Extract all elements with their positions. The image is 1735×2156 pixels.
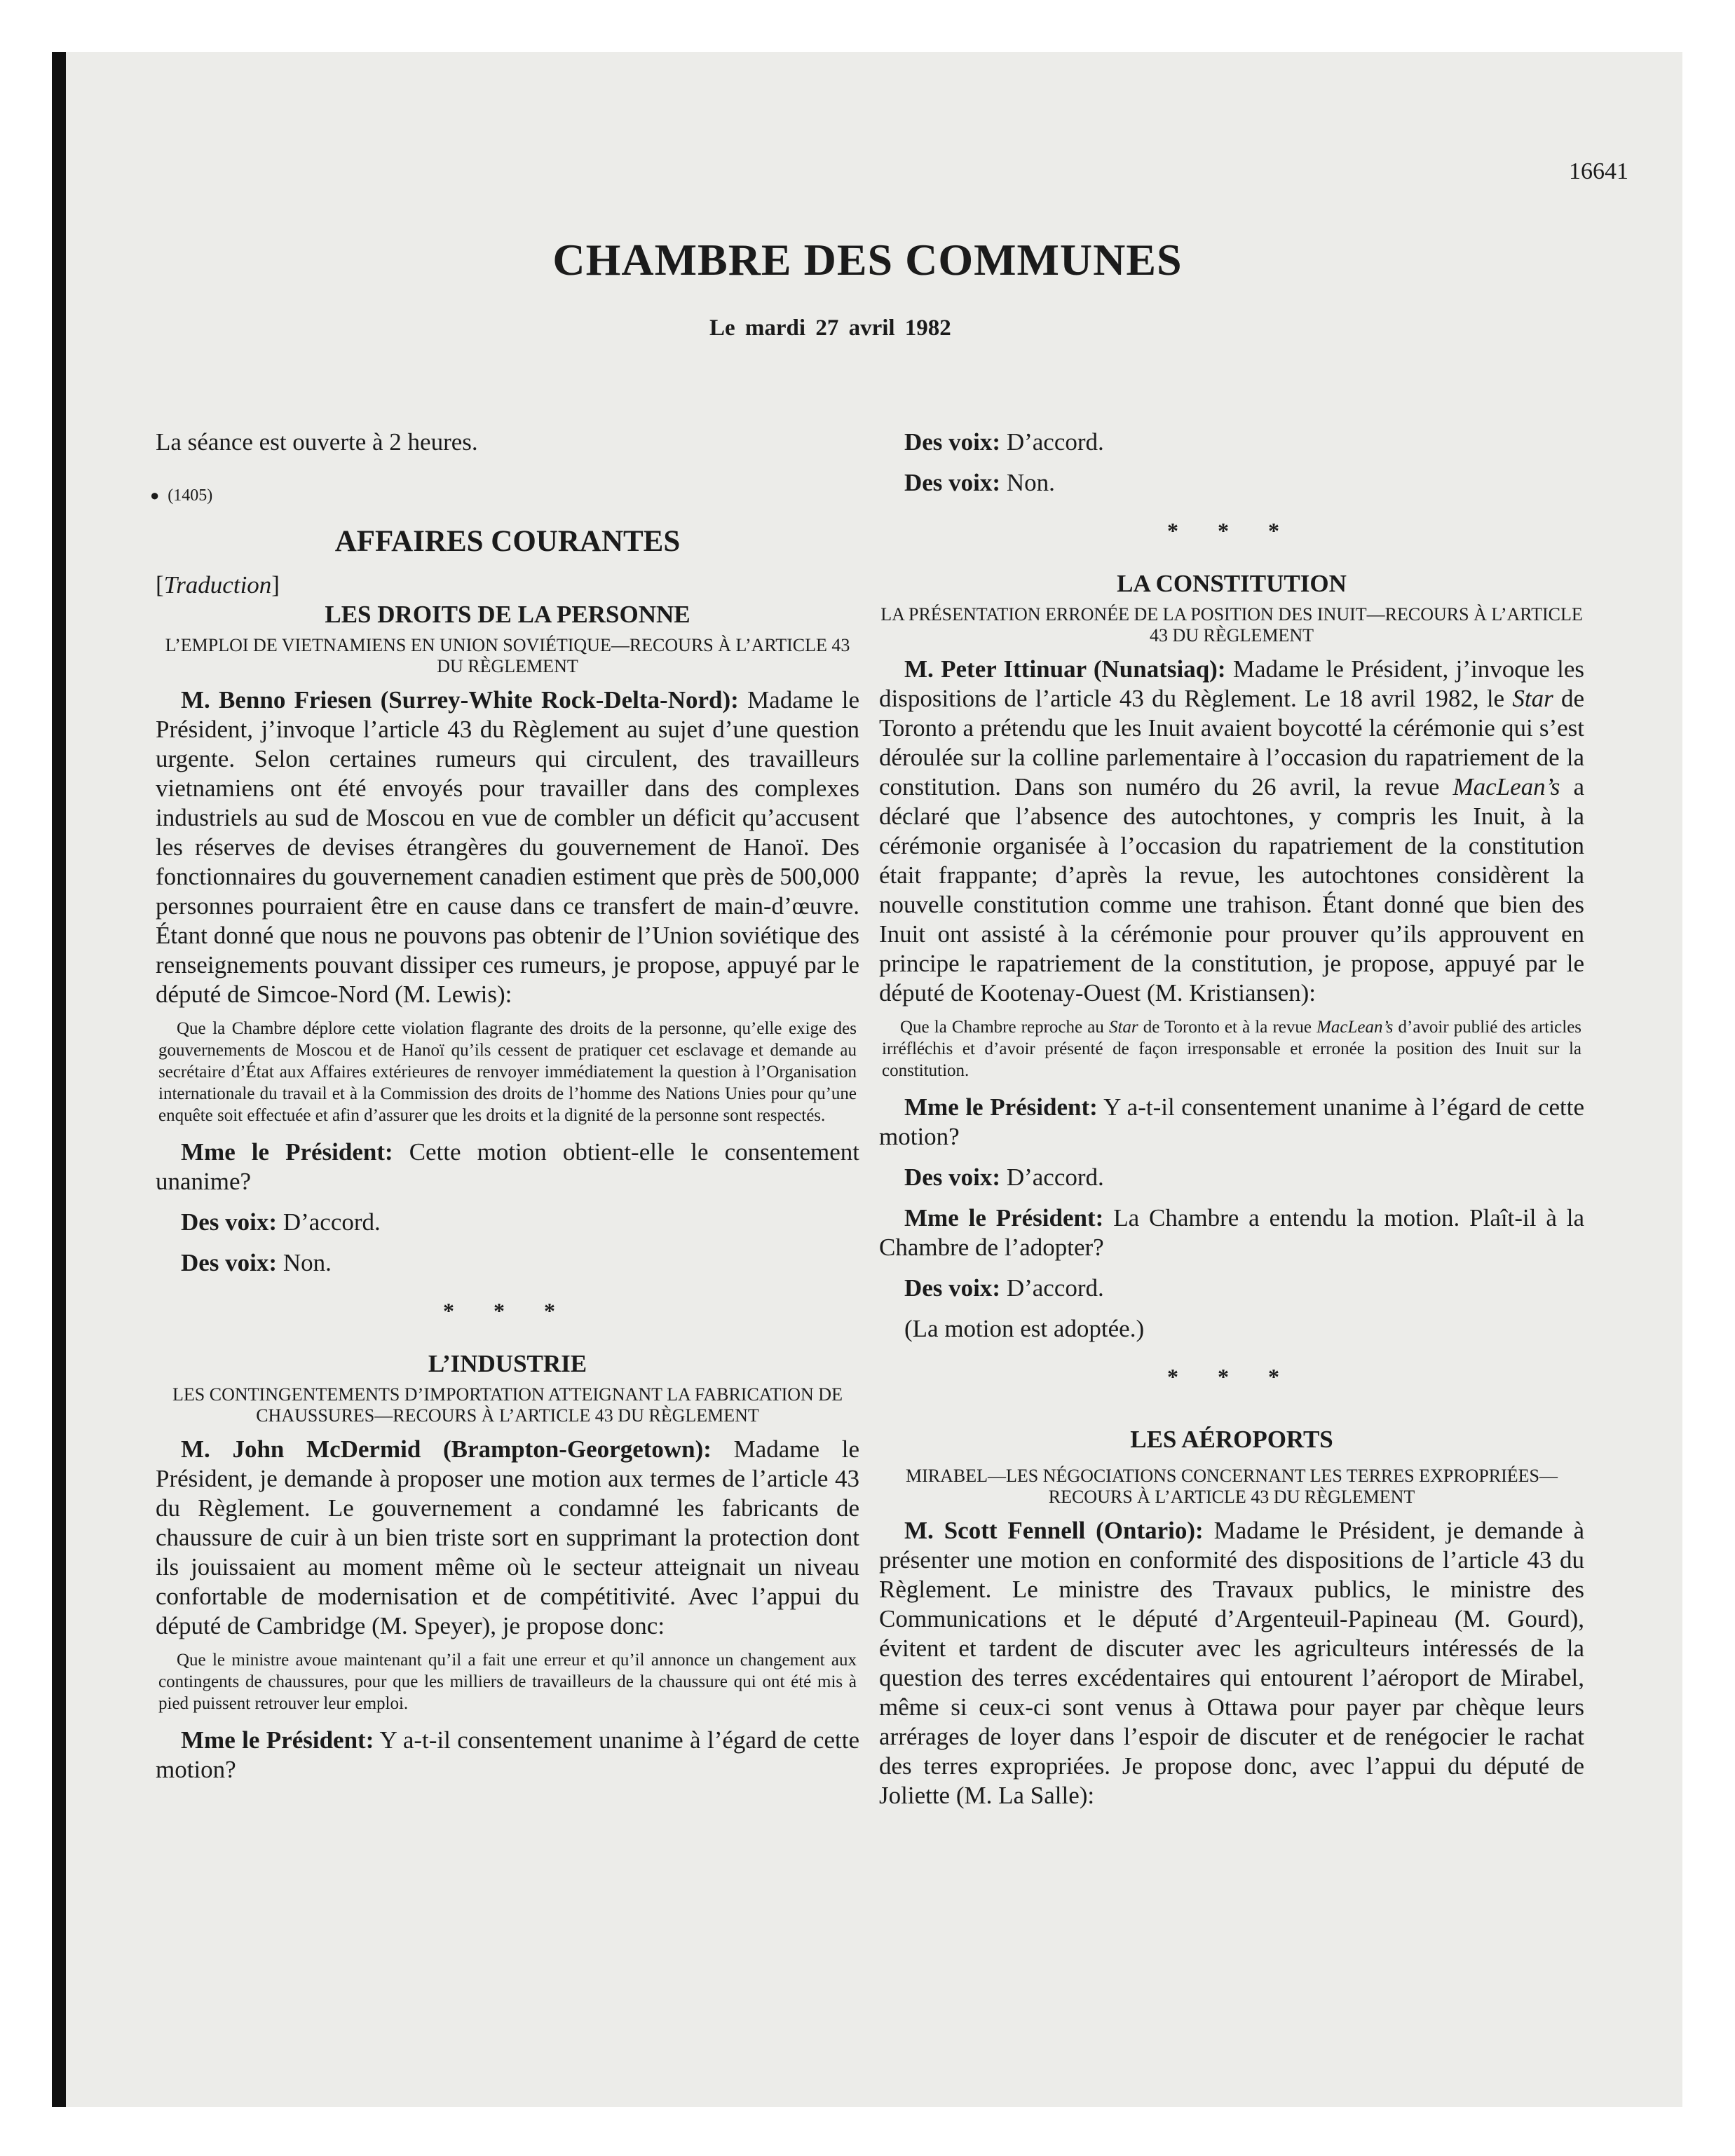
speaker-name: M. Benno Friesen (Surrey-White Rock-Delta-Nord): (181, 686, 739, 714)
president-question: Mme le Président: Y a-t-il consentement unanime à l’égard de cette motion? (156, 1726, 859, 1783)
motion-rights: Que la Chambre déplore cette violation flagrante des droits de la personne, qu’elle exige des gouvernements de Moscou et de Hanoï qu’ils cessent de pratiquer cet esclavage et demande au secrétaire d’État aux Affaires extérieures de renvoyer immédiatement la question à l’Organisation internationale du travail et à la Commission des droits de l’homme des Nations Unies pour qu’une enquête soit effectuée et afin d’assurer que les droits et la dignité de la personne sont respectés. (158, 1019, 857, 1125)
president-question: Mme le Président: Y a-t-il consentement unanime à l’égard de cette motion? (879, 1093, 1584, 1150)
bullet-icon: ● (150, 486, 160, 504)
topic-subheading-rights: L’EMPLOI DE VIETNAMIENS EN UNION SOVIÉTIQUE—RECOURS À L’ARTICLE 43 DU RÈGLEMENT (165, 635, 850, 676)
masthead (0, 234, 1735, 286)
voices-yes: Des voix: D’accord. (181, 1208, 381, 1236)
left-column (150, 428, 860, 1785)
section-separator: * * * (443, 1298, 572, 1323)
topic-subheading-industry: LES CONTINGENTEMENTS D’IMPORTATION ATTEIGNANT LA FABRICATION DE CHAUSSURES—RECOURS À L’ARTICLE 43 DU RÈGLEMENT (172, 1384, 843, 1426)
speech-mcdermid: M. John McDermid (Brampton-Georgetown): Madame le Président, je demande à proposer une motion aux termes de l’article 43 du Règlement. Le gouvernement a condamné les fabricants de chaussure de cuir à un bien triste sort en supprimant la protection dont ils jouissaient au moment même où le secteur atteignait un niveau confortable de modernisation et de compétitivité. Avec l’appui du député de Cambridge (M. Speyer), je propose donc: (156, 1435, 859, 1639)
time-mark: ● (1405) (150, 486, 213, 505)
translation-note: [Traduction] (156, 571, 280, 599)
topic-heading-rights: LES DROITS DE LA PERSONNE (325, 601, 690, 628)
topic-heading-airports: LES AÉROPORTS (1130, 1426, 1333, 1453)
section-heading: AFFAIRES COURANTES (334, 525, 681, 558)
topic-heading-constitution: LA CONSTITUTION (1117, 570, 1347, 597)
speech-fennell: M. Scott Fennell (Ontario): Madame le Président, je demande à présenter une motion en conformité des dispositions de l’article 43 du Règlement. Le ministre des Travaux publics, le ministre des Communications et le député d’Argenteuil-Papineau (M. Gourd), évitent et tardent de discuter avec les agriculteurs intéressés de la question des terres excédentaires qui entourent l’aéroport de Mirabel, même si ceux-ci sont venus à Ottawa pour payer par chèque leurs arrérages de loyer dans l’espoir de discuter et de renégocier le rachat des terres expropriées. Je propose donc, avec l’appui du député de Joliette (M. La Salle): (879, 1517, 1584, 1809)
speaker-name: M. John McDermid (Brampton-Georgetown): (181, 1435, 712, 1463)
motion-adopted: (La motion est adoptée.) (904, 1315, 1145, 1342)
topic-heading-industry: L’INDUSTRIE (428, 1350, 587, 1377)
section-separator: * * * (1167, 1364, 1296, 1389)
right-column (879, 428, 1584, 1810)
topic-subheading-airports: MIRABEL—LES NÉGOCIATIONS CONCERNANT LES TERRES EXPROPRIÉES—RECOURS À L’ARTICLE 43 DU RÈGLEMENT (905, 1466, 1558, 1507)
voices-yes: Des voix: D’accord. (904, 1164, 1104, 1191)
motion-constitution: Que la Chambre reproche au Star de Toronto et à la revue MacLean’s d’avoir publié des articles irréfléchis et d’avoir présenté de façon irresponsable et erronée la position des Inuit sur la constitution. (882, 1018, 1582, 1080)
speech-ittinuar: M. Peter Ittinuar (Nunatsiaq): Madame le Président, j’invoque les dispositions de l’article 43 du Règlement. Le 18 avril 1982, le Star de Toronto a prétendu que les Inuit avaient boycotté la cérémonie qui s’est déroulée sur la colline parlementaire à l’occasion du rapatriement de la constitution. Dans son numéro du 26 avril, la revue MacLean’s a déclaré que l’absence des autochtones, y compris les Inuit, à la cérémonie organisée à l’occasion du rapatriement de la constitution était frappante; d’après la revue, les autochtones considèrent la nouvelle constitution comme une trahison. Étant donné que bien des Inuit ont assisté à la cérémonie pour prouver qu’ils approuvent en principe le rapatriement de la constitution, je propose, appuyé par le député de Kootenay-Ouest (M. Kristiansen): (879, 655, 1585, 1007)
voices-no: Des voix: Non. (904, 469, 1055, 496)
scan-border (52, 52, 66, 2107)
motion-industry: Que le ministre avoue maintenant qu’il a fait une erreur et qu’il annonce un changement aux contingents de chaussures, pour que les milliers de travailleurs de la chaussure qui ont été mis à pied puissent retrouver leur emploi. (158, 1651, 857, 1713)
opening-line: La séance est ouverte à 2 heures. (156, 428, 478, 456)
masthead-title: CHAMBRE DES COMMUNES (552, 235, 1183, 285)
section-separator: * * * (1167, 518, 1296, 543)
page-number: 16641 (1569, 158, 1628, 184)
president-question: Mme le Président: La Chambre a entendu la motion. Plaît-il à la Chambre de l’adopter? (879, 1204, 1585, 1261)
voices-yes: Des voix: D’accord. (904, 1274, 1104, 1302)
voices-no: Des voix: Non. (181, 1249, 332, 1276)
speech-friesen: M. Benno Friesen (Surrey-White Rock-Delta-Nord): Madame le Président, j’invoque l’article 43 du Règlement au sujet d’une question urgente. Selon certaines rumeurs qui circulent, des travailleurs vietnamiens ont été envoyés pour travailler dans des complexes industriels au sud de Moscou en vue de combler un déficit qu’accusent les réserves de devises étrangères du gouvernement de Hanoï. Des fonctionnaires du gouvernement canadien estiment que près de 500,000 personnes pourraient être en cause dans ce transfert de main-d’œuvre. Étant donné que nous ne pouvons pas obtenir de l’Union soviétique des renseignements pouvant dissiper ces rumeurs, je propose, appuyé par le député de Simcoe-Nord (M. Lewis): (156, 686, 860, 1008)
president-question: Mme le Président: Cette motion obtient-elle le consentement unanime? (156, 1138, 859, 1195)
voices-yes: Des voix: D’accord. (904, 428, 1104, 456)
topic-subheading-constitution: LA PRÉSENTATION ERRONÉE DE LA POSITION DES INUIT—RECOURS À L’ARTICLE 43 DU RÈGLEMENT (880, 604, 1583, 646)
sitting-date: Le mardi 27 avril 1982 (709, 315, 951, 341)
speaker-name: M. Scott Fennell (Ontario): (904, 1517, 1204, 1544)
speaker-name: M. Peter Ittinuar (Nunatsiaq): (904, 655, 1226, 683)
